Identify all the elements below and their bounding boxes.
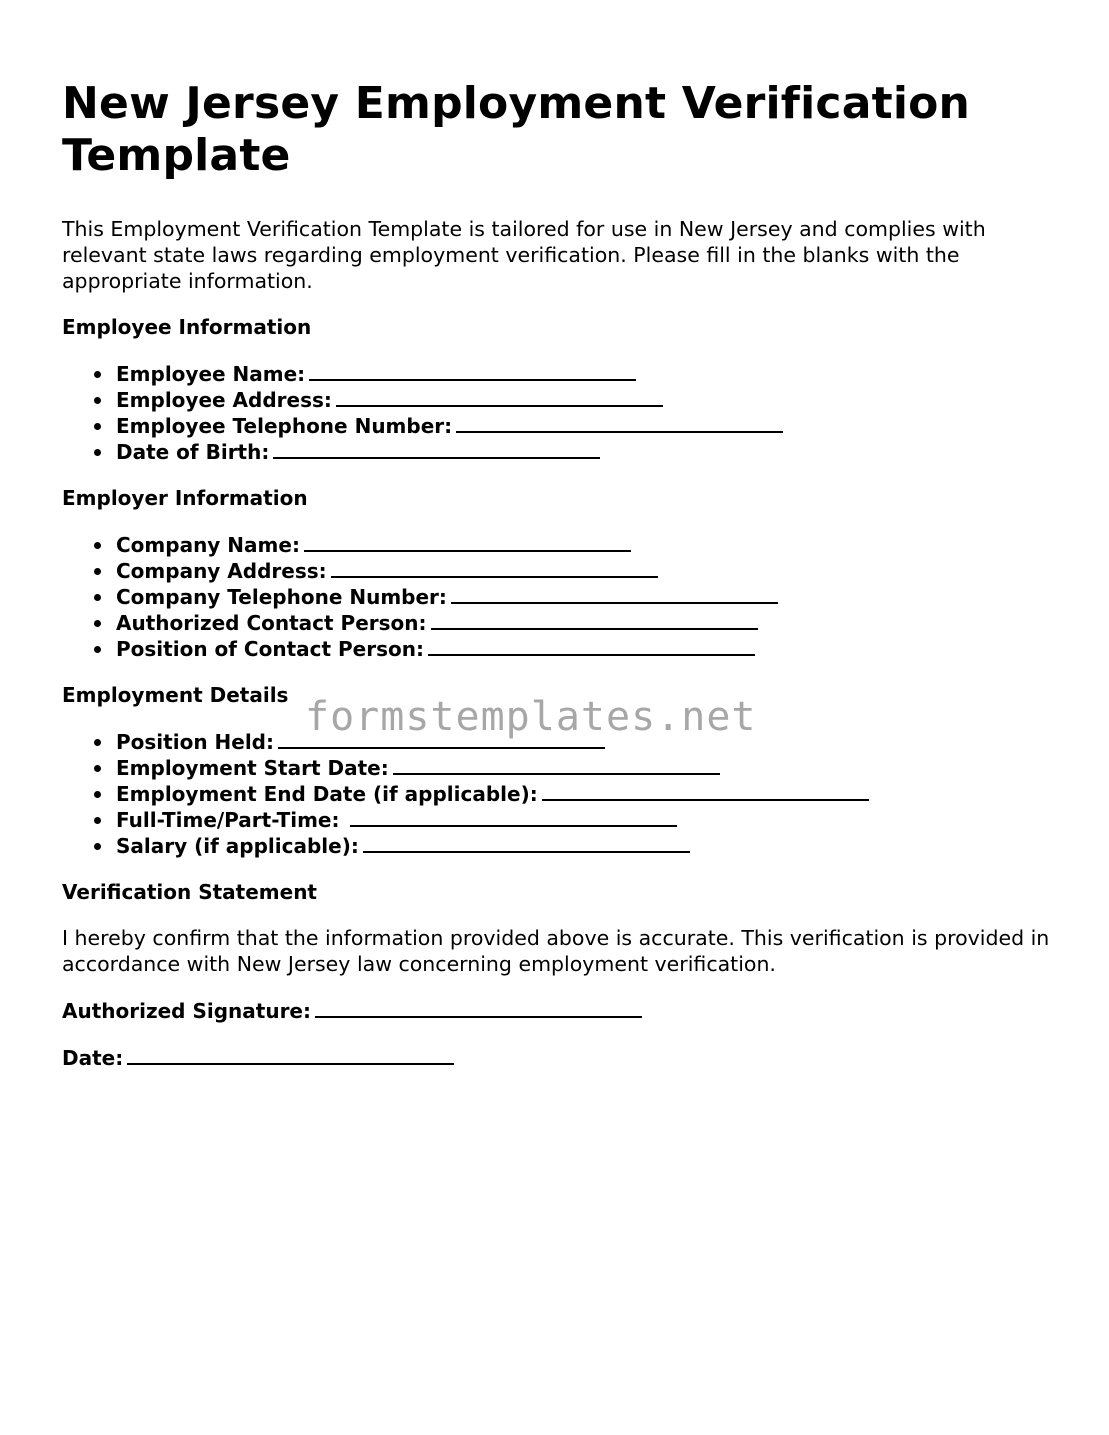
date-of-birth-blank[interactable] [273,439,600,459]
list-item [116,636,1052,662]
intro-paragraph: This Employment Verification Template is tailored for use in New Jersey and complies with relevant state laws regarding employment verification. Please fill in the blanks with the appropriate information. [62,217,986,293]
document-page [62,78,1052,1071]
list-item [116,361,1052,387]
list-item [116,558,1052,584]
authorized-contact-blank[interactable] [431,610,758,630]
end-date-blank[interactable] [542,781,869,801]
list-item [116,413,1052,439]
watermark: formstemplates.net [305,694,757,740]
company-name-blank[interactable] [304,532,631,552]
signature-label: Authorized Signature: [62,999,311,1023]
start-date-blank[interactable] [393,755,720,775]
full-part-time-blank[interactable] [350,807,677,827]
field-label: Date of Birth: [116,440,270,464]
field-label: Employment Start Date: [116,756,389,780]
field-label: Position of Contact Person: [116,637,424,661]
field-label: Employee Name: [116,362,306,386]
list-item [116,807,1052,833]
company-telephone-blank[interactable] [451,584,778,604]
signature-blank[interactable] [315,998,642,1018]
list-item [116,532,1052,558]
contact-position-blank[interactable] [428,636,755,656]
date-line [62,1045,1052,1071]
field-label: Employee Address: [116,388,332,412]
list-item [116,387,1052,413]
date-label: Date: [62,1046,124,1070]
field-label: Employee Telephone Number: [116,414,453,438]
verification-statement: I hereby confirm that the information provided above is accurate. This verification is provided in accordance with New Jersey law concerning employment verification. [62,926,1050,976]
field-label: Position Held: [116,730,274,754]
salary-blank[interactable] [363,833,690,853]
employee-info-list [62,361,1052,465]
field-label: Company Address: [116,559,327,583]
signature-line [62,998,1052,1024]
company-address-blank[interactable] [331,558,658,578]
list-item [116,584,1052,610]
employee-info-heading: Employee Information [62,315,312,339]
employer-info-heading: Employer Information [62,486,308,510]
field-label: Employment End Date (if applicable): [116,782,538,806]
list-item [116,610,1052,636]
field-label: Company Name: [116,533,300,557]
list-item [116,755,1052,781]
field-label: Full-Time/Part-Time: [116,808,347,832]
field-label: Company Telephone Number: [116,585,447,609]
employer-info-list [62,532,1052,662]
document-title: New Jersey Employment Verification Template [62,78,971,181]
field-label: Authorized Contact Person: [116,611,427,635]
list-item [116,833,1052,859]
employee-telephone-blank[interactable] [456,413,783,433]
employee-address-blank[interactable] [336,387,663,407]
date-blank[interactable] [127,1045,454,1065]
list-item [116,781,1052,807]
employee-name-blank[interactable] [309,361,636,381]
employment-details-heading: Employment Details [62,683,289,707]
employment-details-list [62,729,1052,859]
list-item [116,439,1052,465]
verification-heading: Verification Statement [62,880,317,904]
field-label: Salary (if applicable): [116,834,359,858]
